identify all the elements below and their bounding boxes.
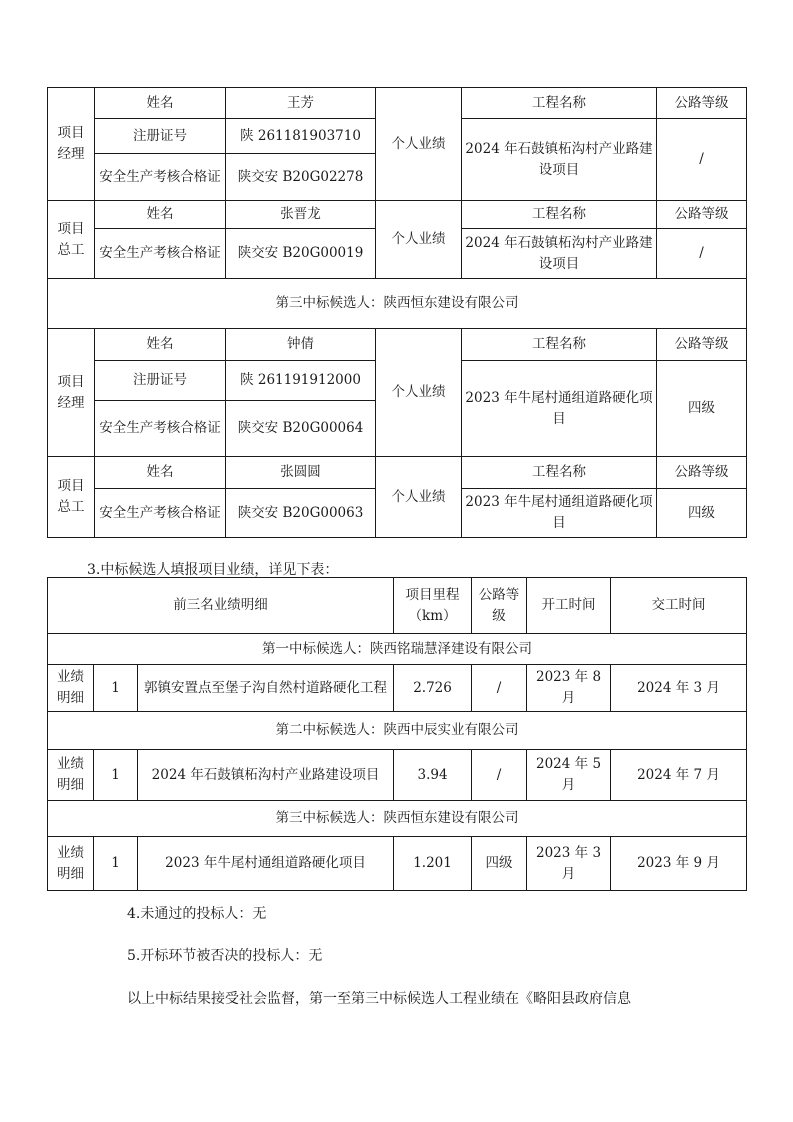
- row-label: 业绩明细: [48, 837, 94, 891]
- row-number: 1: [94, 665, 138, 712]
- role-label: 项目总工: [48, 201, 95, 279]
- personnel-table: [47, 87, 747, 538]
- header-name: 姓名: [95, 329, 226, 361]
- header-road-grade: 公路等级: [657, 329, 747, 361]
- row-number: 1: [94, 750, 138, 801]
- start-date: 2024 年 5 月: [527, 750, 611, 801]
- manager-reg-no: 陕 261191912000: [226, 361, 376, 401]
- header-project-name: 工程名称: [462, 457, 657, 489]
- engineer-grade: /: [657, 229, 747, 279]
- grade: /: [472, 665, 527, 712]
- engineer-safety-cert: 陕交安 B20G00019: [226, 229, 376, 279]
- manager-name: 王芳: [226, 88, 376, 119]
- manager-safety-cert: 陕交安 B20G00064: [226, 401, 376, 457]
- start-date: 2023 年 3 月: [527, 837, 611, 891]
- engineer-project: 2024 年石鼓镇柘沟村产业路建设项目: [462, 229, 657, 279]
- role-label: 项目经理: [48, 88, 95, 201]
- mileage: 2.726: [394, 665, 472, 712]
- table-row: [48, 578, 747, 634]
- manager-reg-no: 陕 261181903710: [226, 119, 376, 154]
- table-row: [48, 801, 747, 837]
- engineer-project: 2023 年牛尾村通组道路硬化项目: [462, 489, 657, 538]
- header-project-name: 工程名称: [462, 201, 657, 229]
- end-date: 2023 年 9 月: [611, 837, 747, 891]
- table-row: [48, 279, 747, 329]
- header-safety-cert: 安全生产考核合格证: [95, 154, 226, 201]
- header-project-name: 工程名称: [462, 88, 657, 119]
- header-mileage: 项目里程（km）: [394, 578, 472, 634]
- start-date: 2023 年 8 月: [527, 665, 611, 712]
- table-row: [48, 750, 747, 801]
- header-safety-cert: 安全生产考核合格证: [95, 489, 226, 538]
- header-road-grade: 公路等级: [657, 201, 747, 229]
- manager-grade: 四级: [657, 361, 747, 457]
- header-reg-no: 注册证号: [95, 119, 226, 154]
- section-3-title: 3.中标候选人填报项目业绩，详见下表：: [87, 562, 339, 578]
- mileage: 1.201: [394, 837, 472, 891]
- header-details: 前三名业绩明细: [48, 578, 394, 634]
- row-label: 业绩明细: [48, 750, 94, 801]
- manager-name: 钟倩: [226, 329, 376, 361]
- engineer-name: 张圆圆: [226, 457, 376, 489]
- end-date: 2024 年 7 月: [611, 750, 747, 801]
- header-safety-cert: 安全生产考核合格证: [95, 229, 226, 279]
- header-road-grade: 公路等级: [657, 457, 747, 489]
- engineer-grade: 四级: [657, 489, 747, 538]
- project-name: 2024 年石鼓镇柘沟村产业路建设项目: [138, 750, 394, 801]
- role-label: 项目总工: [48, 457, 95, 538]
- personal-performance-label: 个人业绩: [376, 88, 462, 201]
- header-name: 姓名: [95, 88, 226, 119]
- grade: 四级: [472, 837, 527, 891]
- table-row: [48, 329, 747, 361]
- manager-safety-cert: 陕交安 B20G02278: [226, 154, 376, 201]
- header-end: 交工时间: [611, 578, 747, 634]
- manager-project: 2024 年石鼓镇柘沟村产业路建设项目: [462, 119, 657, 201]
- row-number: 1: [94, 837, 138, 891]
- table-row: [48, 634, 747, 665]
- role-label: 项目经理: [48, 329, 95, 457]
- manager-grade: /: [657, 119, 747, 201]
- engineer-name: 张晋龙: [226, 201, 376, 229]
- candidate-banner: 第三中标候选人：陕西恒东建设有限公司: [48, 279, 747, 329]
- personal-performance-label: 个人业绩: [376, 457, 462, 538]
- header-project-name: 工程名称: [462, 329, 657, 361]
- candidate-banner: 第三中标候选人：陕西恒东建设有限公司: [48, 801, 747, 837]
- header-safety-cert: 安全生产考核合格证: [95, 401, 226, 457]
- personal-performance-label: 个人业绩: [376, 201, 462, 279]
- table-row: [48, 665, 747, 712]
- grade: /: [472, 750, 527, 801]
- candidate-banner: 第一中标候选人：陕西铭瑞慧泽建设有限公司: [48, 634, 747, 665]
- table-row: [48, 457, 747, 489]
- header-road-grade: 公路等级: [657, 88, 747, 119]
- table-row: [48, 88, 747, 119]
- table-row: [48, 837, 747, 891]
- mileage: 3.94: [394, 750, 472, 801]
- row-label: 业绩明细: [48, 665, 94, 712]
- closing-paragraph: 以上中标结果接受社会监督，第一至第三中标候选人工程业绩在《略阳县政府信息: [127, 991, 631, 1007]
- table-row: [48, 712, 747, 750]
- candidate-banner: 第二中标候选人：陕西中辰实业有限公司: [48, 712, 747, 750]
- personal-performance-label: 个人业绩: [376, 329, 462, 457]
- performance-table: [47, 577, 747, 891]
- section-4: 4.未通过的投标人：无: [127, 906, 267, 922]
- header-grade: 公路等级: [472, 578, 527, 634]
- header-name: 姓名: [95, 201, 226, 229]
- manager-project: 2023 年牛尾村通组道路硬化项目: [462, 361, 657, 457]
- section-5: 5.开标环节被否决的投标人：无: [127, 948, 323, 964]
- project-name: 2023 年牛尾村通组道路硬化项目: [138, 837, 394, 891]
- table-row: [48, 201, 747, 229]
- header-name: 姓名: [95, 457, 226, 489]
- engineer-safety-cert: 陕交安 B20G00063: [226, 489, 376, 538]
- header-start: 开工时间: [527, 578, 611, 634]
- end-date: 2024 年 3 月: [611, 665, 747, 712]
- header-reg-no: 注册证号: [95, 361, 226, 401]
- project-name: 郭镇安置点至堡子沟自然村道路硬化工程: [138, 665, 394, 712]
